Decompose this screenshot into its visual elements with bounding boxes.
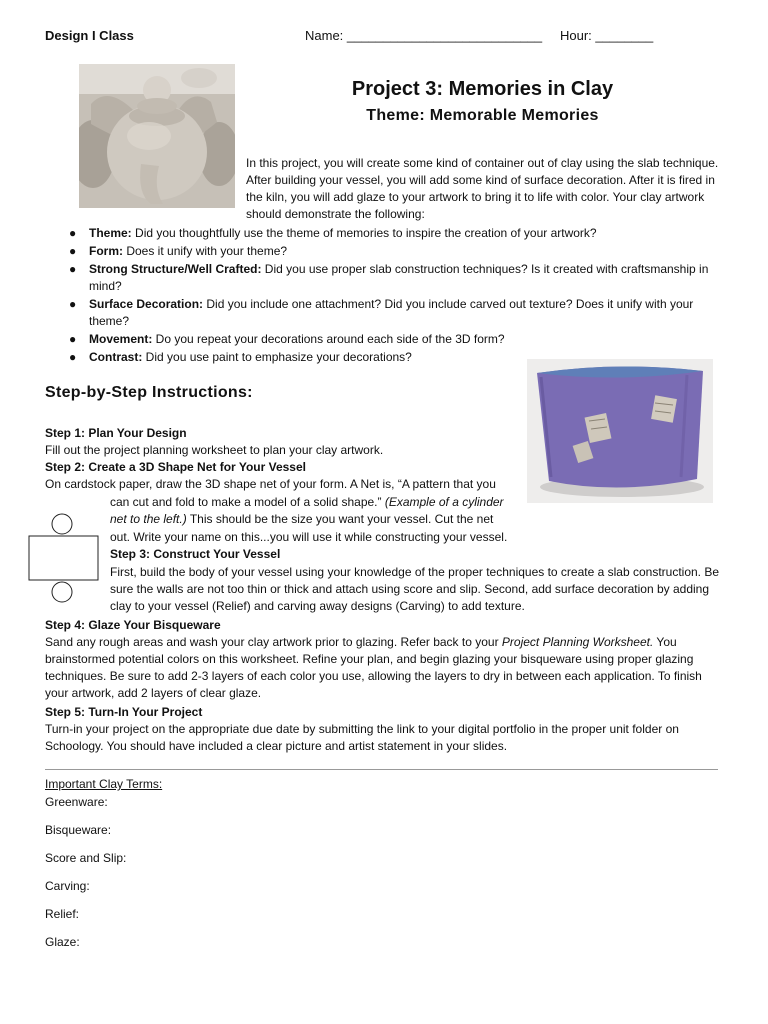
criteria-text: Do you repeat your decorations around each side of the 3D form?	[152, 332, 505, 346]
step1-heading: Step 1: Plan Your Design	[45, 426, 187, 440]
criteria-term: Movement:	[89, 332, 153, 346]
bullet-icon: ●	[69, 244, 77, 258]
step5-text: Turn-in your project on the appropriate due date by submitting the link to your digital portfolio in the proper unit folder on Schoology. You should have included a clear picture and artist statement in your slides.	[45, 722, 679, 753]
step2-line2	[110, 494, 720, 511]
step2-line4: out. Write your name on this...you will use it while constructing your vessel.	[110, 530, 508, 544]
criteria-item	[45, 243, 725, 260]
term-relief: Relief:	[45, 907, 80, 921]
step2-line1: On cardstock paper, draw the 3D shape net of your form. A Net is, “A pattern that you	[45, 477, 496, 491]
step4-text-b: You brainstormed potential colors on this worksheet. Refine your plan, and begin glazing your bisqueware using proper glazing techniques. Be sure to add 2-3 layers of each color you use, allowing the layers to dry in between each application. To finish your artwork, add 2 layers of clear glaze.	[45, 635, 702, 700]
step2-line3	[110, 511, 720, 528]
bullet-icon: ●	[69, 332, 77, 346]
page-subtitle: Theme: Memorable Memories	[366, 107, 599, 124]
criteria-text: Did you include one attachment? Did you include carved out texture? Does it unify with your theme?	[89, 297, 694, 328]
name-field-label: Name: ___________________________	[305, 28, 543, 43]
criteria-list	[45, 225, 725, 367]
term-carving: Carving:	[45, 879, 90, 893]
criteria-text: Did you thoughtfully use the theme of memories to inspire the creation of your artwork?	[131, 226, 597, 240]
step2-line2-text: can cut and fold to make a model of a solid shape.”	[110, 495, 385, 509]
intro-paragraph: In this project, you will create some kind of container out of clay using the slab technique. After building your vessel, you will add some kind of surface decoration. After it is fired in the kiln, you will add glaze to your artwork to bring it to life with color. Your clay artwork should demonstrate the following:	[246, 156, 719, 221]
step4-text-italic: Project Planning Worksheet.	[501, 635, 654, 649]
criteria-term: Surface Decoration:	[89, 297, 204, 311]
criteria-item	[45, 331, 725, 348]
term-greenware: Greenware:	[45, 795, 108, 809]
cylinder-net-diagram	[28, 512, 100, 604]
bullet-icon: ●	[69, 350, 77, 364]
clay-teapot-photo	[79, 64, 235, 208]
class-label: Design I Class	[45, 28, 134, 43]
criteria-term: Contrast:	[89, 350, 143, 364]
hour-field-label: Hour: ________	[560, 28, 654, 43]
term-bisqueware: Bisqueware:	[45, 823, 112, 837]
step2-line2-italic: (Example of a cylinder	[384, 495, 504, 509]
criteria-term: Strong Structure/Well Crafted:	[89, 262, 262, 276]
step4-text-a: Sand any rough areas and wash your clay artwork prior to glazing. Refer back to your	[45, 635, 502, 649]
step4-text	[45, 634, 725, 702]
steps-heading: Step-by-Step Instructions:	[45, 384, 253, 401]
section-divider	[45, 769, 718, 770]
step3-heading: Step 3: Construct Your Vessel	[110, 547, 281, 561]
step4-heading: Step 4: Glaze Your Bisqueware	[45, 618, 221, 632]
step2-heading: Step 2: Create a 3D Shape Net for Your Vessel	[45, 460, 306, 474]
step2-line3-text: This should be the size you want your vessel. Cut the net	[186, 512, 494, 526]
page-header	[45, 28, 725, 46]
step2-line3-italic: net to the left.)	[110, 512, 187, 526]
bullet-icon: ●	[69, 297, 77, 311]
criteria-text: Did you use paint to emphasize your decorations?	[142, 350, 412, 364]
term-score-and-slip: Score and Slip:	[45, 851, 127, 865]
criteria-term: Form:	[89, 244, 123, 258]
criteria-text: Did you use proper slab construction techniques? Is it created with craftsmanship in mind?	[89, 262, 709, 293]
bullet-icon: ●	[69, 262, 77, 276]
page-title: Project 3: Memories in Clay	[351, 78, 614, 100]
criteria-term: Theme:	[89, 226, 132, 240]
criteria-text: Does it unify with your theme?	[123, 244, 288, 258]
criteria-item	[45, 225, 725, 242]
bullet-icon: ●	[69, 226, 77, 240]
step5-heading: Step 5: Turn-In Your Project	[45, 705, 203, 719]
criteria-item	[45, 261, 725, 295]
terms-heading: Important Clay Terms:	[45, 777, 163, 791]
term-glaze: Glaze:	[45, 935, 80, 949]
step1-text: Fill out the project planning worksheet to plan your clay artwork.	[45, 443, 384, 457]
step3-text: First, build the body of your vessel using your knowledge of the proper techniques to create a slab construction. Be sure the walls are not too thin or thick and attach using score and slip. Second, add surface decoration by adding clay to your vessel (Relief) and carving away designs (Carving) to add texture.	[110, 565, 720, 613]
criteria-item	[45, 296, 725, 330]
